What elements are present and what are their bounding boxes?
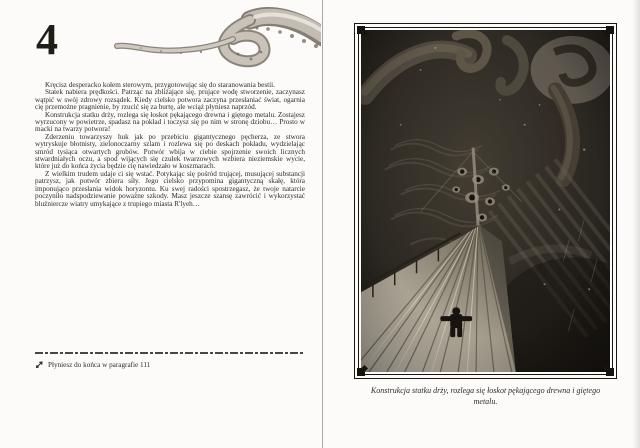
- continue-reference: [35, 360, 303, 369]
- paragraph: Statek nabiera prędkości. Patrząc na zbliżające się, prujące wodę stworzenie, zaczynasz wątpić w swój zdrowy rozsądek. Kiedy cielsko potwora zaczyna przesłaniać świat, ogarnia cię przemożne pragnienie, by rzucić się za burtę, ale wciąż płyniesz naprzód.: [35, 88, 305, 112]
- continue-reference-text: Płyniesz do końca w paragrafie 111: [48, 360, 151, 369]
- paragraph: Z wielkim trudem udaje ci się wstać. Potykając się pośród trującej, musującej substancji patrzysz, jak potwór zbiera siły. Jego cielsko przypomina gigantyczną skałę, która imponująco przesłania widok horyzontu. Ku swej radości spostrzegasz, że twoje natarcie poczyniło nadspodziewanie poważne szkody. Masz jeszcze szansę zawrócić i wykorzystać bluźniercze wiatry umykające z trupiego miasta R'lyeh…: [35, 169, 305, 208]
- frame-corner-ornament: [606, 368, 614, 376]
- frame-corner-ornament: [357, 368, 365, 376]
- paragraph-number: 4: [36, 15, 57, 64]
- tentacle-illustration: [111, 3, 321, 79]
- paragraph: Konstrukcja statku drży, rozlega się łoskot pękającego drewna i giętego metalu. Zostajesz wyrzucony w powietrze, spadasz na pokład i toczysz się po nim w stronę dziobu… Prosto w macki na twarzy potwora!: [35, 110, 305, 134]
- paragraph-footer: [35, 352, 303, 369]
- frame-corner-ornament: [606, 26, 614, 34]
- monster-plate-illustration: [361, 30, 610, 372]
- paragraph: Kręcisz desperacko kołem sterowym, przygotowując się do staranowania bestii.: [45, 81, 275, 89]
- illustration-caption-text: Konstrukcja statku drży, rozlega się łoskot pękającego drewna i giętego metalu.: [370, 386, 601, 406]
- dart-arrow-icon: [35, 360, 44, 369]
- illustration-caption: [354, 386, 617, 407]
- paragraph: Zderzeniu towarzyszy huk jak po przebiciu gigantycznego pęcherza, ze stwora wytryskuje błotnisty, zielonoczarny szlam i rozlewa się po deskach pokładu, wydzielając smród tysiąca otwartych grobów. Potwór wbija w ciebie spojrzenie swoich licznych stwardniałych oczu, a spod wijących się czułek twarzowych wzbiera nieziemskie wycie, które już do końca życia będzie cię nawiedzało w koszmarach.: [35, 132, 305, 171]
- page-edge-shadow: [632, 0, 640, 448]
- illustration-frame: [354, 23, 617, 379]
- frame-corner-ornament: [357, 26, 365, 34]
- paragraph-text-block: [35, 82, 305, 208]
- dash-dot-divider: [35, 352, 303, 354]
- page-gutter-divider: [322, 0, 323, 448]
